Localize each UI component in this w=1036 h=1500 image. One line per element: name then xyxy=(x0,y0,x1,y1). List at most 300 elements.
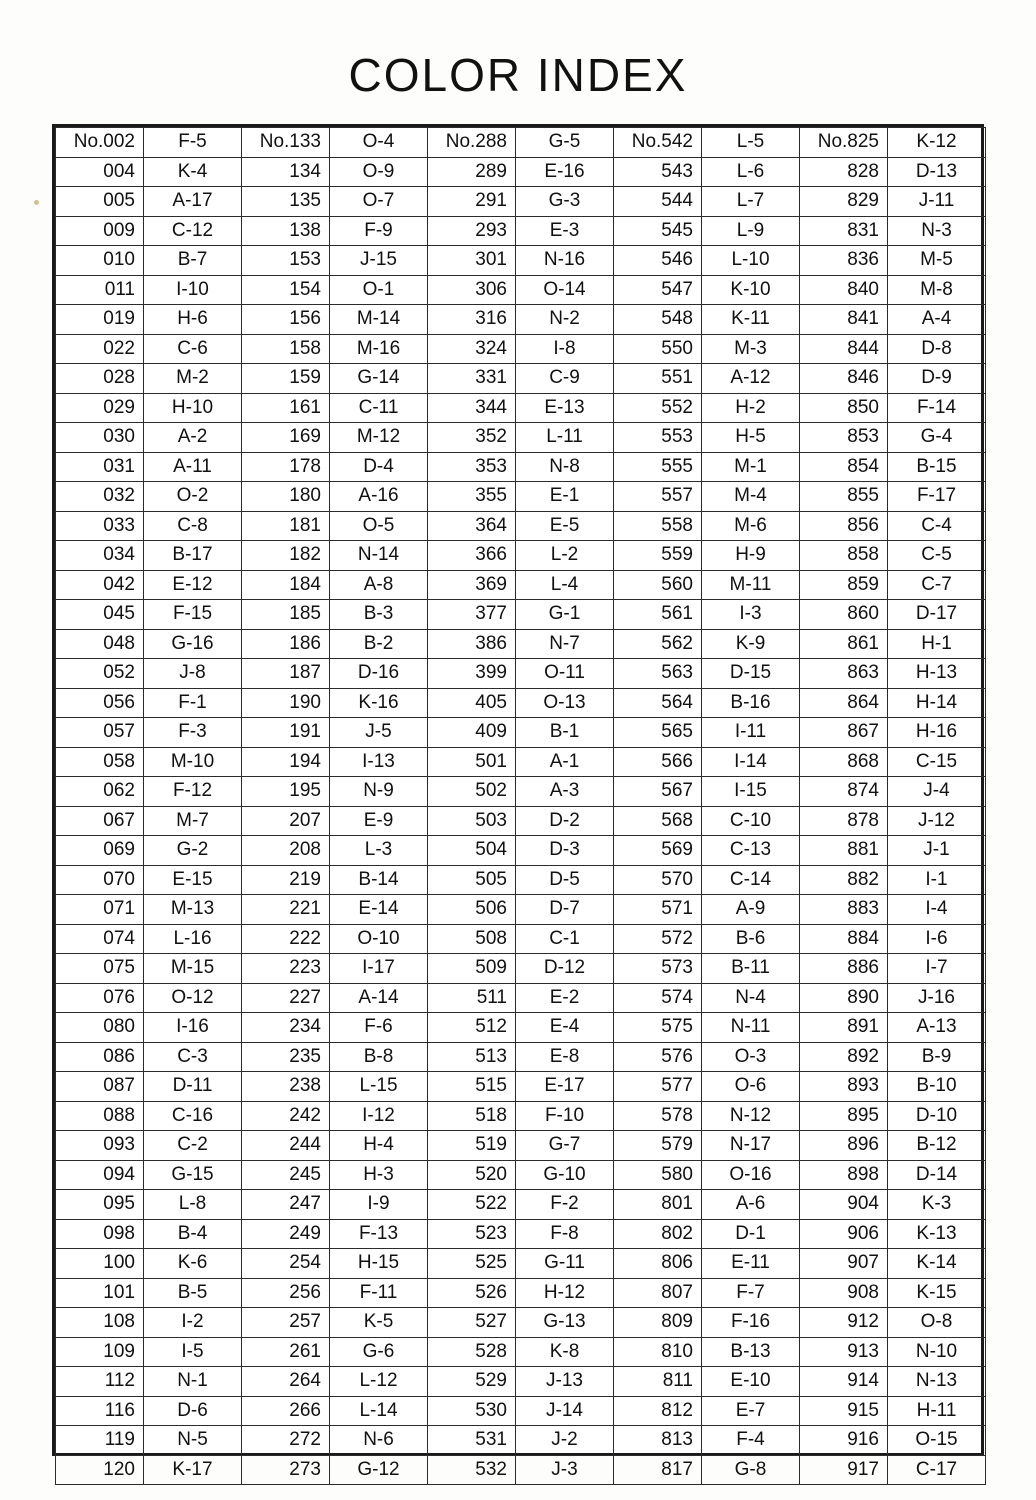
cell-number: 022 xyxy=(56,334,144,364)
cell-number: 564 xyxy=(614,688,702,718)
cell-code: M-1 xyxy=(702,452,800,482)
cell-code: F-11 xyxy=(330,1278,428,1308)
cell-number: No.002 xyxy=(56,128,144,158)
cell-number: 399 xyxy=(428,659,516,689)
cell-code: O-9 xyxy=(330,157,428,187)
cell-code: H-12 xyxy=(516,1278,614,1308)
cell-code: L-8 xyxy=(144,1190,242,1220)
cell-code: O-1 xyxy=(330,275,428,305)
cell-code: D-3 xyxy=(516,836,614,866)
cell-code: O-11 xyxy=(516,659,614,689)
cell-number: 574 xyxy=(614,983,702,1013)
cell-number: No.133 xyxy=(242,128,330,158)
cell-number: 884 xyxy=(800,924,888,954)
cell-number: 563 xyxy=(614,659,702,689)
cell-number: 578 xyxy=(614,1101,702,1131)
table-row xyxy=(56,747,986,777)
cell-code: E-17 xyxy=(516,1072,614,1102)
cell-number: 249 xyxy=(242,1219,330,1249)
cell-number: 223 xyxy=(242,954,330,984)
cell-number: 010 xyxy=(56,246,144,276)
cell-number: 062 xyxy=(56,777,144,807)
cell-number: 526 xyxy=(428,1278,516,1308)
cell-number: 527 xyxy=(428,1308,516,1338)
cell-number: 874 xyxy=(800,777,888,807)
cell-number: 807 xyxy=(614,1278,702,1308)
table-row xyxy=(56,1278,986,1308)
cell-number: 544 xyxy=(614,187,702,217)
cell-number: 187 xyxy=(242,659,330,689)
cell-number: 364 xyxy=(428,511,516,541)
cell-number: 159 xyxy=(242,364,330,394)
cell-number: 109 xyxy=(56,1337,144,1367)
cell-number: 566 xyxy=(614,747,702,777)
table-row xyxy=(56,1455,986,1485)
cell-code: O-3 xyxy=(702,1042,800,1072)
cell-code: E-7 xyxy=(702,1396,800,1426)
cell-number: 907 xyxy=(800,1249,888,1279)
cell-number: 571 xyxy=(614,895,702,925)
cell-code: J-2 xyxy=(516,1426,614,1456)
cell-number: 076 xyxy=(56,983,144,1013)
cell-code: C-3 xyxy=(144,1042,242,1072)
table-row xyxy=(56,423,986,453)
table-row xyxy=(56,688,986,718)
cell-code: M-6 xyxy=(702,511,800,541)
table-row xyxy=(56,1308,986,1338)
cell-code: D-15 xyxy=(702,659,800,689)
cell-code: C-11 xyxy=(330,393,428,423)
cell-code: I-9 xyxy=(330,1190,428,1220)
cell-code: D-11 xyxy=(144,1072,242,1102)
cell-number: 185 xyxy=(242,600,330,630)
color-index-table xyxy=(55,127,986,1485)
cell-number: 004 xyxy=(56,157,144,187)
cell-code: B-9 xyxy=(888,1042,986,1072)
cell-code: D-13 xyxy=(888,157,986,187)
cell-number: 264 xyxy=(242,1367,330,1397)
table-row xyxy=(56,1367,986,1397)
cell-code: G-14 xyxy=(330,364,428,394)
cell-code: G-1 xyxy=(516,600,614,630)
table-row xyxy=(56,452,986,482)
cell-number: 219 xyxy=(242,865,330,895)
table-row xyxy=(56,157,986,187)
cell-number: 119 xyxy=(56,1426,144,1456)
table-row xyxy=(56,895,986,925)
table-row xyxy=(56,1337,986,1367)
cell-number: 519 xyxy=(428,1131,516,1161)
table-row xyxy=(56,1101,986,1131)
cell-code: K-10 xyxy=(702,275,800,305)
cell-code: H-5 xyxy=(702,423,800,453)
cell-code: D-10 xyxy=(888,1101,986,1131)
cell-number: 190 xyxy=(242,688,330,718)
cell-number: 011 xyxy=(56,275,144,305)
cell-code: G-2 xyxy=(144,836,242,866)
table-row xyxy=(56,1042,986,1072)
cell-code: E-5 xyxy=(516,511,614,541)
cell-number: 511 xyxy=(428,983,516,1013)
cell-code: M-7 xyxy=(144,806,242,836)
cell-number: 565 xyxy=(614,718,702,748)
cell-number: 108 xyxy=(56,1308,144,1338)
cell-number: 878 xyxy=(800,806,888,836)
table-row xyxy=(56,511,986,541)
cell-code: C-4 xyxy=(888,511,986,541)
cell-number: 324 xyxy=(428,334,516,364)
cell-number: 844 xyxy=(800,334,888,364)
cell-number: 567 xyxy=(614,777,702,807)
cell-number: 501 xyxy=(428,747,516,777)
cell-code: L-12 xyxy=(330,1367,428,1397)
cell-number: 086 xyxy=(56,1042,144,1072)
cell-code: B-3 xyxy=(330,600,428,630)
cell-code: F-1 xyxy=(144,688,242,718)
cell-number: 577 xyxy=(614,1072,702,1102)
cell-number: 261 xyxy=(242,1337,330,1367)
cell-number: 377 xyxy=(428,600,516,630)
table-row xyxy=(56,983,986,1013)
cell-code: M-11 xyxy=(702,570,800,600)
cell-number: 513 xyxy=(428,1042,516,1072)
cell-number: 169 xyxy=(242,423,330,453)
cell-code: B-15 xyxy=(888,452,986,482)
cell-code: K-3 xyxy=(888,1190,986,1220)
cell-number: 912 xyxy=(800,1308,888,1338)
cell-code: I-2 xyxy=(144,1308,242,1338)
cell-code: C-12 xyxy=(144,216,242,246)
cell-number: 906 xyxy=(800,1219,888,1249)
cell-code: A-2 xyxy=(144,423,242,453)
table-row xyxy=(56,718,986,748)
cell-code: F-9 xyxy=(330,216,428,246)
cell-number: 810 xyxy=(614,1337,702,1367)
cell-code: I-8 xyxy=(516,334,614,364)
cell-number: 293 xyxy=(428,216,516,246)
cell-code: F-15 xyxy=(144,600,242,630)
cell-number: 831 xyxy=(800,216,888,246)
cell-number: 244 xyxy=(242,1131,330,1161)
cell-code: L-16 xyxy=(144,924,242,954)
cell-number: 094 xyxy=(56,1160,144,1190)
table-row xyxy=(56,1426,986,1456)
cell-number: 895 xyxy=(800,1101,888,1131)
table-row xyxy=(56,1013,986,1043)
cell-number: 156 xyxy=(242,305,330,335)
cell-number: 552 xyxy=(614,393,702,423)
cell-number: 112 xyxy=(56,1367,144,1397)
cell-code: N-3 xyxy=(888,216,986,246)
cell-code: M-13 xyxy=(144,895,242,925)
cell-number: 859 xyxy=(800,570,888,600)
cell-number: 580 xyxy=(614,1160,702,1190)
table-row xyxy=(56,275,986,305)
cell-number: 555 xyxy=(614,452,702,482)
cell-number: 917 xyxy=(800,1455,888,1485)
cell-number: 576 xyxy=(614,1042,702,1072)
cell-code: F-12 xyxy=(144,777,242,807)
table-row xyxy=(56,1190,986,1220)
table-row xyxy=(56,1219,986,1249)
cell-number: 184 xyxy=(242,570,330,600)
cell-number: 116 xyxy=(56,1396,144,1426)
cell-number: 227 xyxy=(242,983,330,1013)
cell-code: F-13 xyxy=(330,1219,428,1249)
cell-code: N-13 xyxy=(888,1367,986,1397)
cell-code: G-12 xyxy=(330,1455,428,1485)
cell-number: 071 xyxy=(56,895,144,925)
cell-number: 557 xyxy=(614,482,702,512)
cell-code: I-4 xyxy=(888,895,986,925)
cell-code: O-14 xyxy=(516,275,614,305)
cell-number: 898 xyxy=(800,1160,888,1190)
cell-code: H-11 xyxy=(888,1396,986,1426)
cell-code: B-11 xyxy=(702,954,800,984)
cell-code: F-3 xyxy=(144,718,242,748)
cell-number: 522 xyxy=(428,1190,516,1220)
cell-code: J-16 xyxy=(888,983,986,1013)
cell-code: M-10 xyxy=(144,747,242,777)
cell-number: 009 xyxy=(56,216,144,246)
table-row xyxy=(56,865,986,895)
cell-number: 180 xyxy=(242,482,330,512)
table-row xyxy=(56,187,986,217)
cell-code: I-16 xyxy=(144,1013,242,1043)
cell-number: 098 xyxy=(56,1219,144,1249)
cell-number: 568 xyxy=(614,806,702,836)
cell-code: M-16 xyxy=(330,334,428,364)
cell-number: 272 xyxy=(242,1426,330,1456)
cell-code: B-6 xyxy=(702,924,800,954)
table-row xyxy=(56,482,986,512)
cell-code: J-14 xyxy=(516,1396,614,1426)
cell-code: I-7 xyxy=(888,954,986,984)
cell-code: D-16 xyxy=(330,659,428,689)
cell-number: 181 xyxy=(242,511,330,541)
cell-number: 809 xyxy=(614,1308,702,1338)
cell-number: 893 xyxy=(800,1072,888,1102)
cell-number: 801 xyxy=(614,1190,702,1220)
cell-code: G-15 xyxy=(144,1160,242,1190)
cell-number: 161 xyxy=(242,393,330,423)
cell-number: 856 xyxy=(800,511,888,541)
cell-number: 032 xyxy=(56,482,144,512)
cell-number: 529 xyxy=(428,1367,516,1397)
cell-code: M-14 xyxy=(330,305,428,335)
cell-number: 915 xyxy=(800,1396,888,1426)
table-row xyxy=(56,364,986,394)
cell-number: 158 xyxy=(242,334,330,364)
cell-code: H-15 xyxy=(330,1249,428,1279)
cell-number: 245 xyxy=(242,1160,330,1190)
ink-speck xyxy=(34,200,39,205)
cell-number: 100 xyxy=(56,1249,144,1279)
cell-number: 913 xyxy=(800,1337,888,1367)
cell-code: H-2 xyxy=(702,393,800,423)
cell-number: 558 xyxy=(614,511,702,541)
cell-number: 520 xyxy=(428,1160,516,1190)
cell-code: A-3 xyxy=(516,777,614,807)
table-row xyxy=(56,777,986,807)
cell-number: 019 xyxy=(56,305,144,335)
cell-code: D-12 xyxy=(516,954,614,984)
cell-code: B-17 xyxy=(144,541,242,571)
cell-code: E-14 xyxy=(330,895,428,925)
cell-code: C-7 xyxy=(888,570,986,600)
cell-number: 812 xyxy=(614,1396,702,1426)
table-row xyxy=(56,246,986,276)
cell-code: O-5 xyxy=(330,511,428,541)
cell-number: 057 xyxy=(56,718,144,748)
cell-code: N-4 xyxy=(702,983,800,1013)
cell-number: 545 xyxy=(614,216,702,246)
cell-code: G-8 xyxy=(702,1455,800,1485)
cell-code: H-3 xyxy=(330,1160,428,1190)
cell-code: L-9 xyxy=(702,216,800,246)
cell-number: 075 xyxy=(56,954,144,984)
cell-code: H-1 xyxy=(888,629,986,659)
cell-number: 543 xyxy=(614,157,702,187)
cell-code: L-14 xyxy=(330,1396,428,1426)
table-row xyxy=(56,393,986,423)
cell-number: 134 xyxy=(242,157,330,187)
cell-code: H-16 xyxy=(888,718,986,748)
table-row xyxy=(56,659,986,689)
cell-code: G-10 xyxy=(516,1160,614,1190)
cell-code: H-9 xyxy=(702,541,800,571)
cell-code: H-6 xyxy=(144,305,242,335)
cell-number: 069 xyxy=(56,836,144,866)
cell-code: L-10 xyxy=(702,246,800,276)
cell-code: C-9 xyxy=(516,364,614,394)
cell-number: No.542 xyxy=(614,128,702,158)
cell-code: M-3 xyxy=(702,334,800,364)
cell-number: 841 xyxy=(800,305,888,335)
cell-number: No.825 xyxy=(800,128,888,158)
cell-code: L-6 xyxy=(702,157,800,187)
cell-code: F-17 xyxy=(888,482,986,512)
cell-number: 409 xyxy=(428,718,516,748)
cell-number: 853 xyxy=(800,423,888,453)
cell-number: 836 xyxy=(800,246,888,276)
cell-code: L-11 xyxy=(516,423,614,453)
cell-code: M-4 xyxy=(702,482,800,512)
cell-number: 138 xyxy=(242,216,330,246)
cell-number: 904 xyxy=(800,1190,888,1220)
cell-number: 916 xyxy=(800,1426,888,1456)
table-row xyxy=(56,629,986,659)
cell-number: 817 xyxy=(614,1455,702,1485)
cell-code: E-11 xyxy=(702,1249,800,1279)
cell-number: 221 xyxy=(242,895,330,925)
cell-code: E-10 xyxy=(702,1367,800,1397)
cell-code: D-6 xyxy=(144,1396,242,1426)
cell-code: A-9 xyxy=(702,895,800,925)
cell-code: A-8 xyxy=(330,570,428,600)
page-title: COLOR INDEX xyxy=(348,49,688,101)
cell-code: F-2 xyxy=(516,1190,614,1220)
cell-code: O-4 xyxy=(330,128,428,158)
cell-number: 569 xyxy=(614,836,702,866)
cell-number: 235 xyxy=(242,1042,330,1072)
cell-code: L-5 xyxy=(702,128,800,158)
cell-number: 028 xyxy=(56,364,144,394)
cell-number: 033 xyxy=(56,511,144,541)
cell-code: O-13 xyxy=(516,688,614,718)
cell-code: E-3 xyxy=(516,216,614,246)
cell-number: 238 xyxy=(242,1072,330,1102)
table-row xyxy=(56,924,986,954)
cell-number: 291 xyxy=(428,187,516,217)
cell-code: N-7 xyxy=(516,629,614,659)
cell-number: 864 xyxy=(800,688,888,718)
cell-number: 528 xyxy=(428,1337,516,1367)
cell-number: 570 xyxy=(614,865,702,895)
cell-number: 366 xyxy=(428,541,516,571)
cell-code: K-12 xyxy=(888,128,986,158)
cell-code: D-4 xyxy=(330,452,428,482)
cell-number: 247 xyxy=(242,1190,330,1220)
cell-number: 093 xyxy=(56,1131,144,1161)
cell-number: 208 xyxy=(242,836,330,866)
cell-code: O-10 xyxy=(330,924,428,954)
cell-number: 881 xyxy=(800,836,888,866)
table-row xyxy=(56,954,986,984)
cell-code: K-16 xyxy=(330,688,428,718)
cell-code: E-15 xyxy=(144,865,242,895)
cell-code: C-14 xyxy=(702,865,800,895)
cell-code: J-13 xyxy=(516,1367,614,1397)
cell-code: D-7 xyxy=(516,895,614,925)
cell-code: G-3 xyxy=(516,187,614,217)
cell-number: 575 xyxy=(614,1013,702,1043)
cell-number: 506 xyxy=(428,895,516,925)
cell-code: K-8 xyxy=(516,1337,614,1367)
cell-number: 509 xyxy=(428,954,516,984)
cell-number: 088 xyxy=(56,1101,144,1131)
cell-code: N-14 xyxy=(330,541,428,571)
cell-code: M-5 xyxy=(888,246,986,276)
cell-code: F-16 xyxy=(702,1308,800,1338)
cell-code: K-13 xyxy=(888,1219,986,1249)
cell-code: J-3 xyxy=(516,1455,614,1485)
cell-code: K-14 xyxy=(888,1249,986,1279)
cell-code: B-1 xyxy=(516,718,614,748)
cell-number: 242 xyxy=(242,1101,330,1131)
cell-code: G-5 xyxy=(516,128,614,158)
cell-code: A-1 xyxy=(516,747,614,777)
cell-number: 892 xyxy=(800,1042,888,1072)
cell-code: G-16 xyxy=(144,629,242,659)
cell-number: 504 xyxy=(428,836,516,866)
cell-code: E-8 xyxy=(516,1042,614,1072)
cell-number: 806 xyxy=(614,1249,702,1279)
cell-code: C-2 xyxy=(144,1131,242,1161)
cell-number: 135 xyxy=(242,187,330,217)
cell-number: 056 xyxy=(56,688,144,718)
cell-code: I-11 xyxy=(702,718,800,748)
cell-code: B-7 xyxy=(144,246,242,276)
cell-code: O-16 xyxy=(702,1160,800,1190)
cell-code: C-13 xyxy=(702,836,800,866)
cell-code: N-11 xyxy=(702,1013,800,1043)
cell-number: 559 xyxy=(614,541,702,571)
cell-number: 005 xyxy=(56,187,144,217)
cell-number: 405 xyxy=(428,688,516,718)
cell-code: N-5 xyxy=(144,1426,242,1456)
cell-number: 515 xyxy=(428,1072,516,1102)
